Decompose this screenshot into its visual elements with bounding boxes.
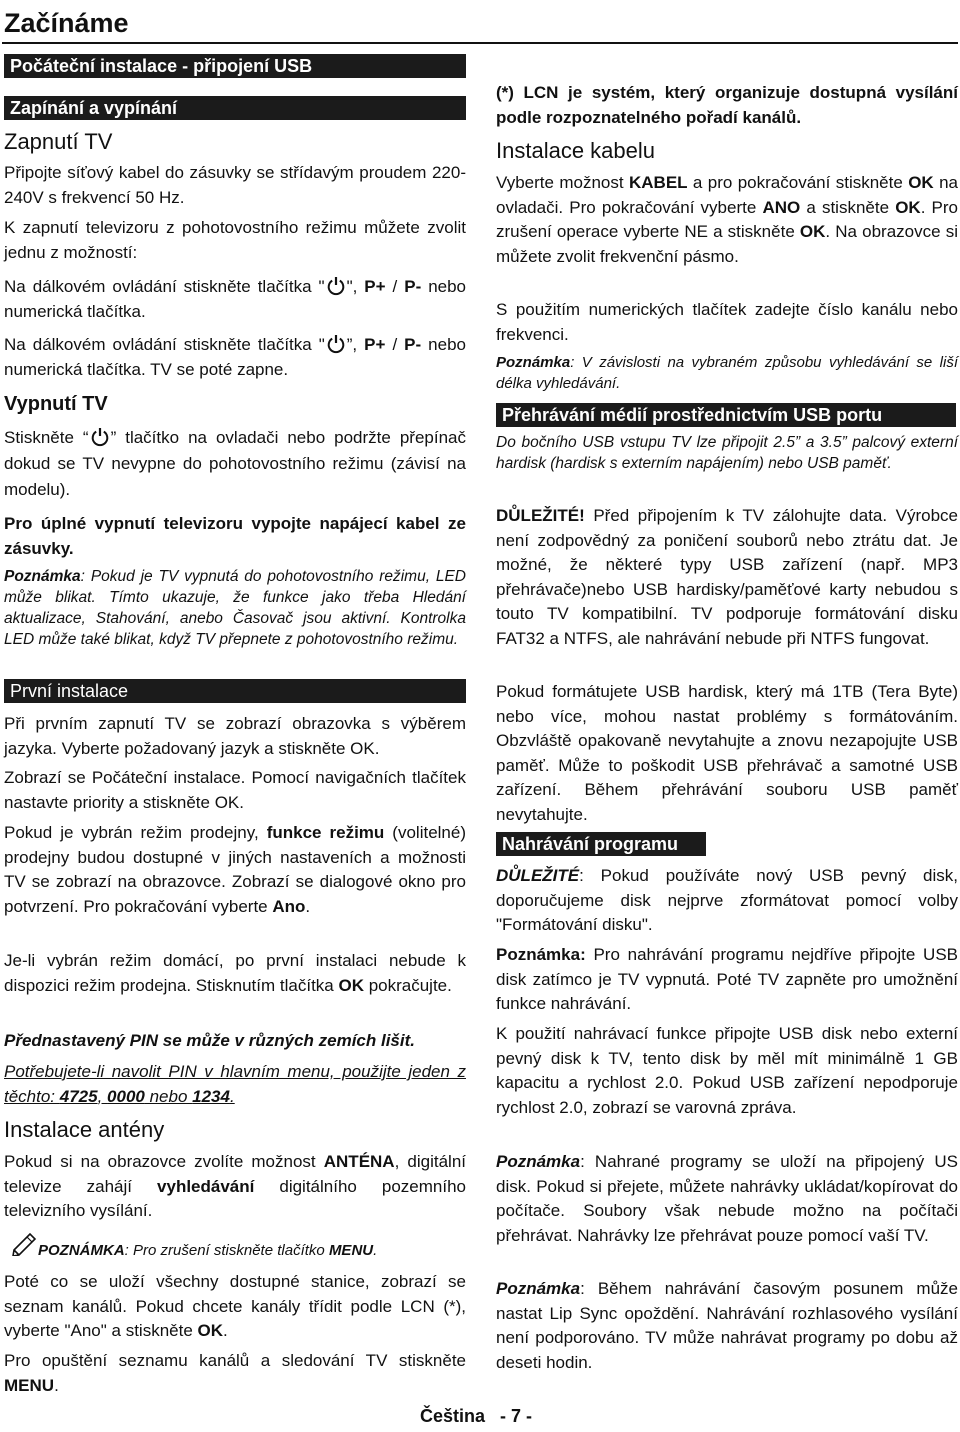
paragraph-lcn-definition: (*) LCN je systém, který organizuje dostupná vysílání podle rozpoznatelného pořadí kanálů. — [496, 83, 958, 127]
paragraph-usb-disks: Do bočního USB vstupu TV lze připojit 2.5” a 3.5” palcový externí hardisk (hardisk s externím napájením) nebo USB paměť. — [496, 434, 958, 472]
heading-cable-install: Instalace kabelu — [496, 138, 655, 163]
section-bar-usb-install: Počáteční instalace - připojení USB — [4, 54, 466, 78]
note-cancel-menu: POZNÁMKA: Pro zrušení stiskněte tlačítko MENU. — [38, 1242, 378, 1259]
paragraph-remote-buttons-2: Na dálkovém ovládání stiskněte tlačítka " ”, P+ / P- nebo numerická tlačítka. TV se poté zapne. — [4, 335, 466, 379]
paragraph-store-mode: Pokud je vybrán režim prodejny, funkce režimu (volitelné) prodejny budou dostupné v jiných nastaveních a možnosti TV se zobrazí na obrazovce. Zobrazí se dialogové okno pro potvrzení. Pro pokračování vyberte Ano. — [4, 823, 466, 916]
paragraph-pin-values: Potřebujete-li navolit PIN v hlavním menu, použijte jeden z těchto: 4725, 0000 nebo 1234. — [4, 1062, 466, 1106]
paragraph-pin-default: Přednastavený PIN se může v různých zemích lišit. — [4, 1031, 415, 1050]
power-icon — [326, 276, 346, 296]
heading-turn-off: Vypnutí TV — [4, 393, 108, 415]
paragraph-1tb-warning: Pokud formátujete USB hardisk, který má 1TB (Tera Byte) nebo více, mohou nastat problémy s formátováním. Obzvláště opakovaně nevytahujte a znovu nezapojujte USB paměť. Může to poškodit USB přehrávač a samotné USB zařízení. Během přehrávání souboru USB paměť nevytahujte. — [496, 682, 958, 824]
paragraph-home-mode: Je-li vybrán režim domácí, po první instalaci nebude k dispozici režim prodejna. Stisknutím tlačítka OK pokračujte. — [4, 951, 466, 995]
paragraph-timeshift: Poznámka: Během nahrávání časovým posunem může nastat Lip Sync opoždění. Nahrávání rozhlasového vysílání není podporováno. TV může nahrávat programy po dobu až deseti hodin. — [496, 1279, 958, 1372]
paragraph-record-note: Poznámka: Pro nahrávání programu nejdříve připojte USB disk zatímco je TV vypnutá. Poté TV zapněte pro umožnění funkce nahrávání. — [496, 945, 958, 1013]
paragraph-turn-off: Stiskněte “ ” tlačítko na ovladači nebo podržte přepínač dokud se TV nevypne do pohotovostního režimu (závisí na modelu). — [4, 428, 466, 499]
paragraph-channel-frequency: S použitím numerických tlačítek zadejte číslo kanálu nebo frekvenci. — [496, 300, 958, 344]
note-search-duration: Poznámka: V závislosti na vybraném způsobu vyhledávání se liší délka vyhledávání. — [496, 354, 958, 392]
heading-turn-on: Zapnutí TV — [4, 129, 113, 154]
section-bar-first-install: První instalace — [4, 679, 466, 703]
heading-antenna-install: Instalace antény — [4, 1117, 165, 1142]
power-icon — [90, 427, 110, 447]
paragraph-cable: Vyberte možnost KABEL a pro pokračování stiskněte OK na ovladači. Pro pokračování vyberte ANO a stiskněte OK. Pro zrušení operace vyberte NE a stiskněte OK. Na obrazovce si můžete zvolit frekvenční pásmo. — [496, 173, 958, 266]
paragraph-exit-list: Pro opuštění seznamu kanálů a sledování TV stiskněte MENU. — [4, 1351, 466, 1395]
section-bar-on-off: Zapínání a vypínání — [4, 96, 466, 120]
page-footer: Čeština - 7 - — [420, 1406, 533, 1426]
paragraph-initial-install: Zobrazí se Počáteční instalace. Pomocí navigačních tlačítek nastavte priority a stiskněte OK. — [4, 768, 466, 812]
paragraph-antenna: Pokud si na obrazovce zvolíte možnost ANTÉNA, digitální televize zahájí vyhledávání digitálního pozemního televizního vysílání. — [4, 1152, 467, 1220]
paragraph-full-power-off: Pro úplné vypnutí televizoru vypojte napájecí kabel ze zásuvky. — [4, 514, 466, 558]
paragraph-standby-options: K zapnutí televizoru z pohotovostního režimu můžete zvolit jednu z možností: — [4, 218, 466, 262]
paragraph-channel-list: Poté co se uloží všechny dostupné stanice, zobrazí se seznam kanálů. Pokud chcete kanály třídit podle LCN (*), vyberte "Ano" a stiskněte OK. — [4, 1272, 466, 1340]
section-bar-usb-media: Přehrávání médií prostřednictvím USB portu — [496, 403, 956, 427]
paragraph-remote-buttons-1: Na dálkovém ovládání stiskněte tlačítka " ", P+ / P- nebo numerická tlačítka. — [4, 277, 467, 321]
section-bar-recording: Nahrávání programu — [496, 832, 706, 856]
pencil-note-icon — [10, 1230, 40, 1256]
paragraph-record-requirements: K použití nahrávací funkce připojte USB disk nebo externí pevný disk k TV, tento disk by měl mít minimálně 1 GB kapacitu a rychlost 2.0. Pokud USB zařízení nepodporuje rychlost 2.0, zobrazí se varovná zpráva. — [496, 1024, 958, 1117]
paragraph-language-select: Při prvním zapnutí TV se zobrazí obrazovka s výběrem jazyka. Vyberte požadovaný jazyk a stiskněte OK. — [4, 714, 466, 758]
paragraph-format-disk: DŮLEŽITÉ: Pokud používáte nový USB pevný disk, doporučujeme disk nejprve zformátovat pomocí volby "Formátování disku". — [496, 866, 958, 934]
power-icon — [326, 334, 346, 354]
note-standby-led: Poznámka: Pokud je TV vypnutá do pohotovostního režimu, LED může blikat. Tímto ukazuje, že funkce jako třeba Hledání aktualizace, Stahování, anebo Časovač jsou aktivní. Kontrolka LED může také blikat, když TV přepnete z pohotovostního režimu. — [4, 568, 466, 648]
paragraph-power-cable: Připojte síťový kabel do zásuvky se střídavým proudem 220-240V s frekvencí 50 Hz. — [4, 163, 466, 207]
paragraph-recordings-storage: Poznámka: Nahrané programy se uloží na připojený US disk. Pokud si přejete, můžete nahrávky ukládat/kopírovat do počítače. Soubory však nebude možno na počítači přehrávat. Nahrávky lze přehrávat pouze pomocí vaší TV. — [496, 1152, 958, 1245]
paragraph-important-backup: DŮLEŽITÉ! Před připojením k TV zálohujte data. Výrobce není zodpovědný za poničení souborů nebo ztrátu dat. Je možné, že některé typy USB zařízení (např. MP3 přehrávače)nebo USB hardisky/paměťové karty nebudou s touto TV kompatibilní. TV podporuje formátování disku FAT32 a NTFS, ale nahrávání nebude při NTFS fungovat. — [496, 506, 958, 648]
page-title: Začínáme — [4, 8, 129, 38]
title-divider — [2, 42, 958, 44]
